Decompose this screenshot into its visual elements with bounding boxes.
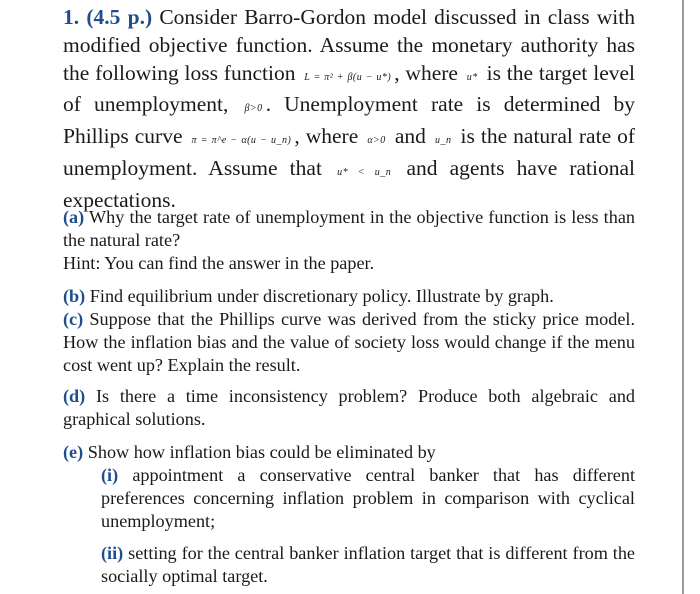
u-condition: u* < u_n [337, 166, 392, 178]
part-e-i-text: appointment a conservative central banker that has different preferences concerning inflation problem in comparison with cyclical unemployment; [101, 465, 636, 532]
question-1 [63, 4, 635, 215]
question-text-5: , where [294, 124, 359, 149]
u-n-symbol: u_n [434, 135, 452, 147]
part-c-text: Suppose that the Phillips curve was derived from the sticky price model. How the inflation bias and the value of society loss would change if the menu cost went up? Explain the result. [63, 309, 636, 376]
beta-condition: β>0 [244, 103, 263, 115]
loss-function-formula: L = π² + β(u − u*) [304, 71, 392, 83]
part-e-text: Show how inflation bias could be eliminated by [87, 442, 436, 462]
part-d [63, 385, 635, 431]
question-text-3: is the target level of unemployment, [63, 60, 636, 117]
part-b-text: Find equilibrium under discretionary policy. Illustrate by graph. [89, 286, 554, 306]
question-text-2: , where [394, 60, 458, 85]
part-e-i-label: (i) [101, 465, 119, 485]
part-e [63, 441, 635, 464]
part-e-i [63, 464, 635, 534]
part-b [63, 285, 635, 308]
question-text-6: and [394, 124, 426, 149]
part-e-label: (e) [63, 442, 84, 462]
part-a-label: (a) [63, 207, 85, 227]
part-d-label: (d) [63, 386, 86, 406]
question-text-4: . Unemployment rate is determined by Phillips curve [63, 92, 636, 149]
alpha-condition: α>0 [367, 135, 386, 147]
part-a-text: Why the target rate of unemployment in the objective function is less than the natural rate? [63, 207, 635, 251]
question-label: 1. (4.5 p.) [63, 5, 153, 29]
part-b-label: (b) [63, 286, 86, 306]
part-e-ii-label: (ii) [101, 543, 124, 563]
question-text-8: and agents have rational expectations. [63, 155, 636, 212]
right-border-line [682, 0, 684, 594]
hint [63, 252, 635, 275]
question-text-7: is the natural rate of unemployment. Assume that [63, 124, 636, 180]
part-e-ii-text: setting for the central banker inflation target that is different from the socially optimal target. [101, 543, 635, 587]
part-d-text: Is there a time inconsistency problem? Produce both algebraic and graphical solutions. [63, 386, 636, 430]
part-c-label: (c) [63, 309, 84, 329]
part-e-ii [63, 542, 635, 588]
part-a [63, 206, 635, 252]
part-c [63, 308, 635, 378]
phillips-curve-formula: π = π^e − α(u − u_n) [191, 135, 292, 147]
question-text-1: Consider Barro-Gordon model discussed in class with modified objective function. Assume the monetary authority has the following loss function [63, 5, 636, 85]
u-star-symbol: u* [466, 71, 478, 83]
hint-text: Hint: You can find the answer in the paper. [63, 253, 375, 273]
